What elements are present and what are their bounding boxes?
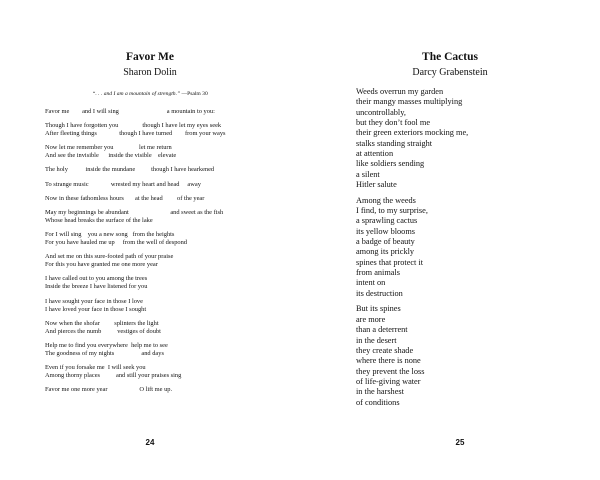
poem-line: spines that protect it [356, 257, 424, 267]
poem-line: Now in these fathomless hours at the head of the year [45, 194, 205, 202]
poem-line: The goodness of my nights and days [45, 349, 164, 357]
poem-line: a badge of beauty [356, 237, 415, 247]
stanza [45, 195, 285, 203]
poem-body [356, 87, 556, 413]
poem-line: where there is none [356, 356, 421, 366]
poem-line: Weeds overrun my garden [356, 87, 444, 96]
poem-line: Now let me remember you let me return [45, 144, 172, 152]
stanza [45, 320, 285, 336]
stanza [45, 298, 285, 314]
poem-line: like soldiers sending [356, 159, 425, 169]
epigraph-source: —Psalm 30 [180, 91, 208, 97]
poem-line: After fleeting things though I have turned from your ways [45, 130, 226, 138]
poem-line: Hitler salute [356, 180, 397, 190]
poem-line: a silent [356, 169, 380, 179]
poem-line: in the harshest [356, 387, 404, 397]
poem-line: Now when the shofar splinters the light [45, 319, 159, 327]
poem-line: their green exteriors mocking me, [356, 128, 469, 138]
poem-line: of conditions [356, 397, 400, 407]
poem-line: but they don’t fool me [356, 118, 431, 128]
poem-line: its yellow blooms [356, 226, 416, 236]
stanza [356, 196, 556, 299]
poem-line: And see the invisible inside the visible elevate [45, 152, 177, 160]
poem-line: stalks standing straight [356, 138, 433, 148]
stanza [45, 209, 285, 225]
poem-line: from animals [356, 268, 401, 278]
poem-line: they create shade [356, 345, 414, 355]
poem-line: Though I have forgotten you though I have let my eyes seek [45, 122, 222, 130]
epigraph [0, 91, 300, 97]
poem-line: I have called out to you among the trees [45, 275, 148, 283]
stanza [45, 144, 285, 160]
poem-line: they prevent the loss [356, 366, 425, 376]
page-number: 24 [145, 438, 155, 447]
poem-line: among its prickly [356, 247, 415, 257]
poem-line: a sprawling cactus [356, 216, 418, 226]
stanza [45, 364, 285, 380]
poem-line: Whose head breaks the surface of the lake [45, 216, 153, 224]
poem-line: I have loved your face in those I sought [45, 305, 147, 313]
poem-line: But its spines [356, 304, 401, 314]
poem-body [45, 108, 285, 400]
poem-line: I find, to my surprise, [356, 206, 428, 216]
stanza [45, 231, 285, 247]
poem-line: To strange music wrested my heart and head away [45, 180, 201, 188]
poem-line: I have sought your face in those I love [45, 297, 143, 305]
poem-line: The holy inside the mundane though I have hearkened [45, 166, 215, 174]
poem-line: Favor me one more year O lift me up. [45, 386, 173, 394]
stanza [356, 304, 556, 407]
poem-title: The Cactus [422, 51, 478, 63]
poem-line: in the desert [356, 335, 397, 345]
poem-line: May my beginnings be abundant and sweet as the fish [45, 208, 224, 216]
poem-line: And set me on this sure-footed path of your praise [45, 253, 174, 261]
page-number: 25 [455, 438, 465, 447]
poem-line: And pierces the numb vestiges of doubt [45, 327, 161, 335]
poem-line: intent on [356, 278, 386, 288]
poem-author: Sharon Dolin [123, 67, 177, 78]
poem-title: Favor Me [125, 51, 174, 63]
stanza [45, 342, 285, 358]
poem-line: For I will sing you a new song from the heights [45, 230, 175, 238]
poem-line: Among the weeds [356, 195, 416, 205]
poem-line: are more [356, 314, 386, 324]
epigraph-quote: “. . . and I am a mountain of strength.” [92, 91, 181, 97]
poem-line: For this you have granted me one more year [45, 261, 158, 269]
stanza [45, 253, 285, 269]
poem-line: their mangy masses multiplying [356, 97, 463, 107]
poem-author: Darcy Grabenstein [412, 67, 488, 78]
stanza [356, 87, 556, 190]
stanza [45, 181, 285, 189]
poem-line: at attention [356, 149, 394, 159]
poem-line: than a deterrent [356, 325, 408, 335]
poem-line: its destruction [356, 288, 403, 298]
poem-line: Help me to find you everywhere help me to see [45, 341, 168, 349]
stanza [45, 108, 285, 116]
poem-line: Favor me and I will sing a mountain to you: [45, 108, 215, 115]
stanza [45, 122, 285, 138]
stanza [45, 386, 285, 394]
poem-line: Even if you forsake me I will seek you [45, 364, 146, 372]
stanza [45, 275, 285, 291]
poem-line: Among thorny places and still your praises sing [45, 372, 182, 380]
poem-line: Inside the breeze I have listened for you [45, 283, 148, 291]
poem-line: uncontrollably, [356, 107, 406, 117]
poem-line: of life-giving water [356, 376, 421, 386]
poem-line: For you have hauled me up from the well of despond [45, 239, 187, 247]
stanza [45, 166, 285, 174]
